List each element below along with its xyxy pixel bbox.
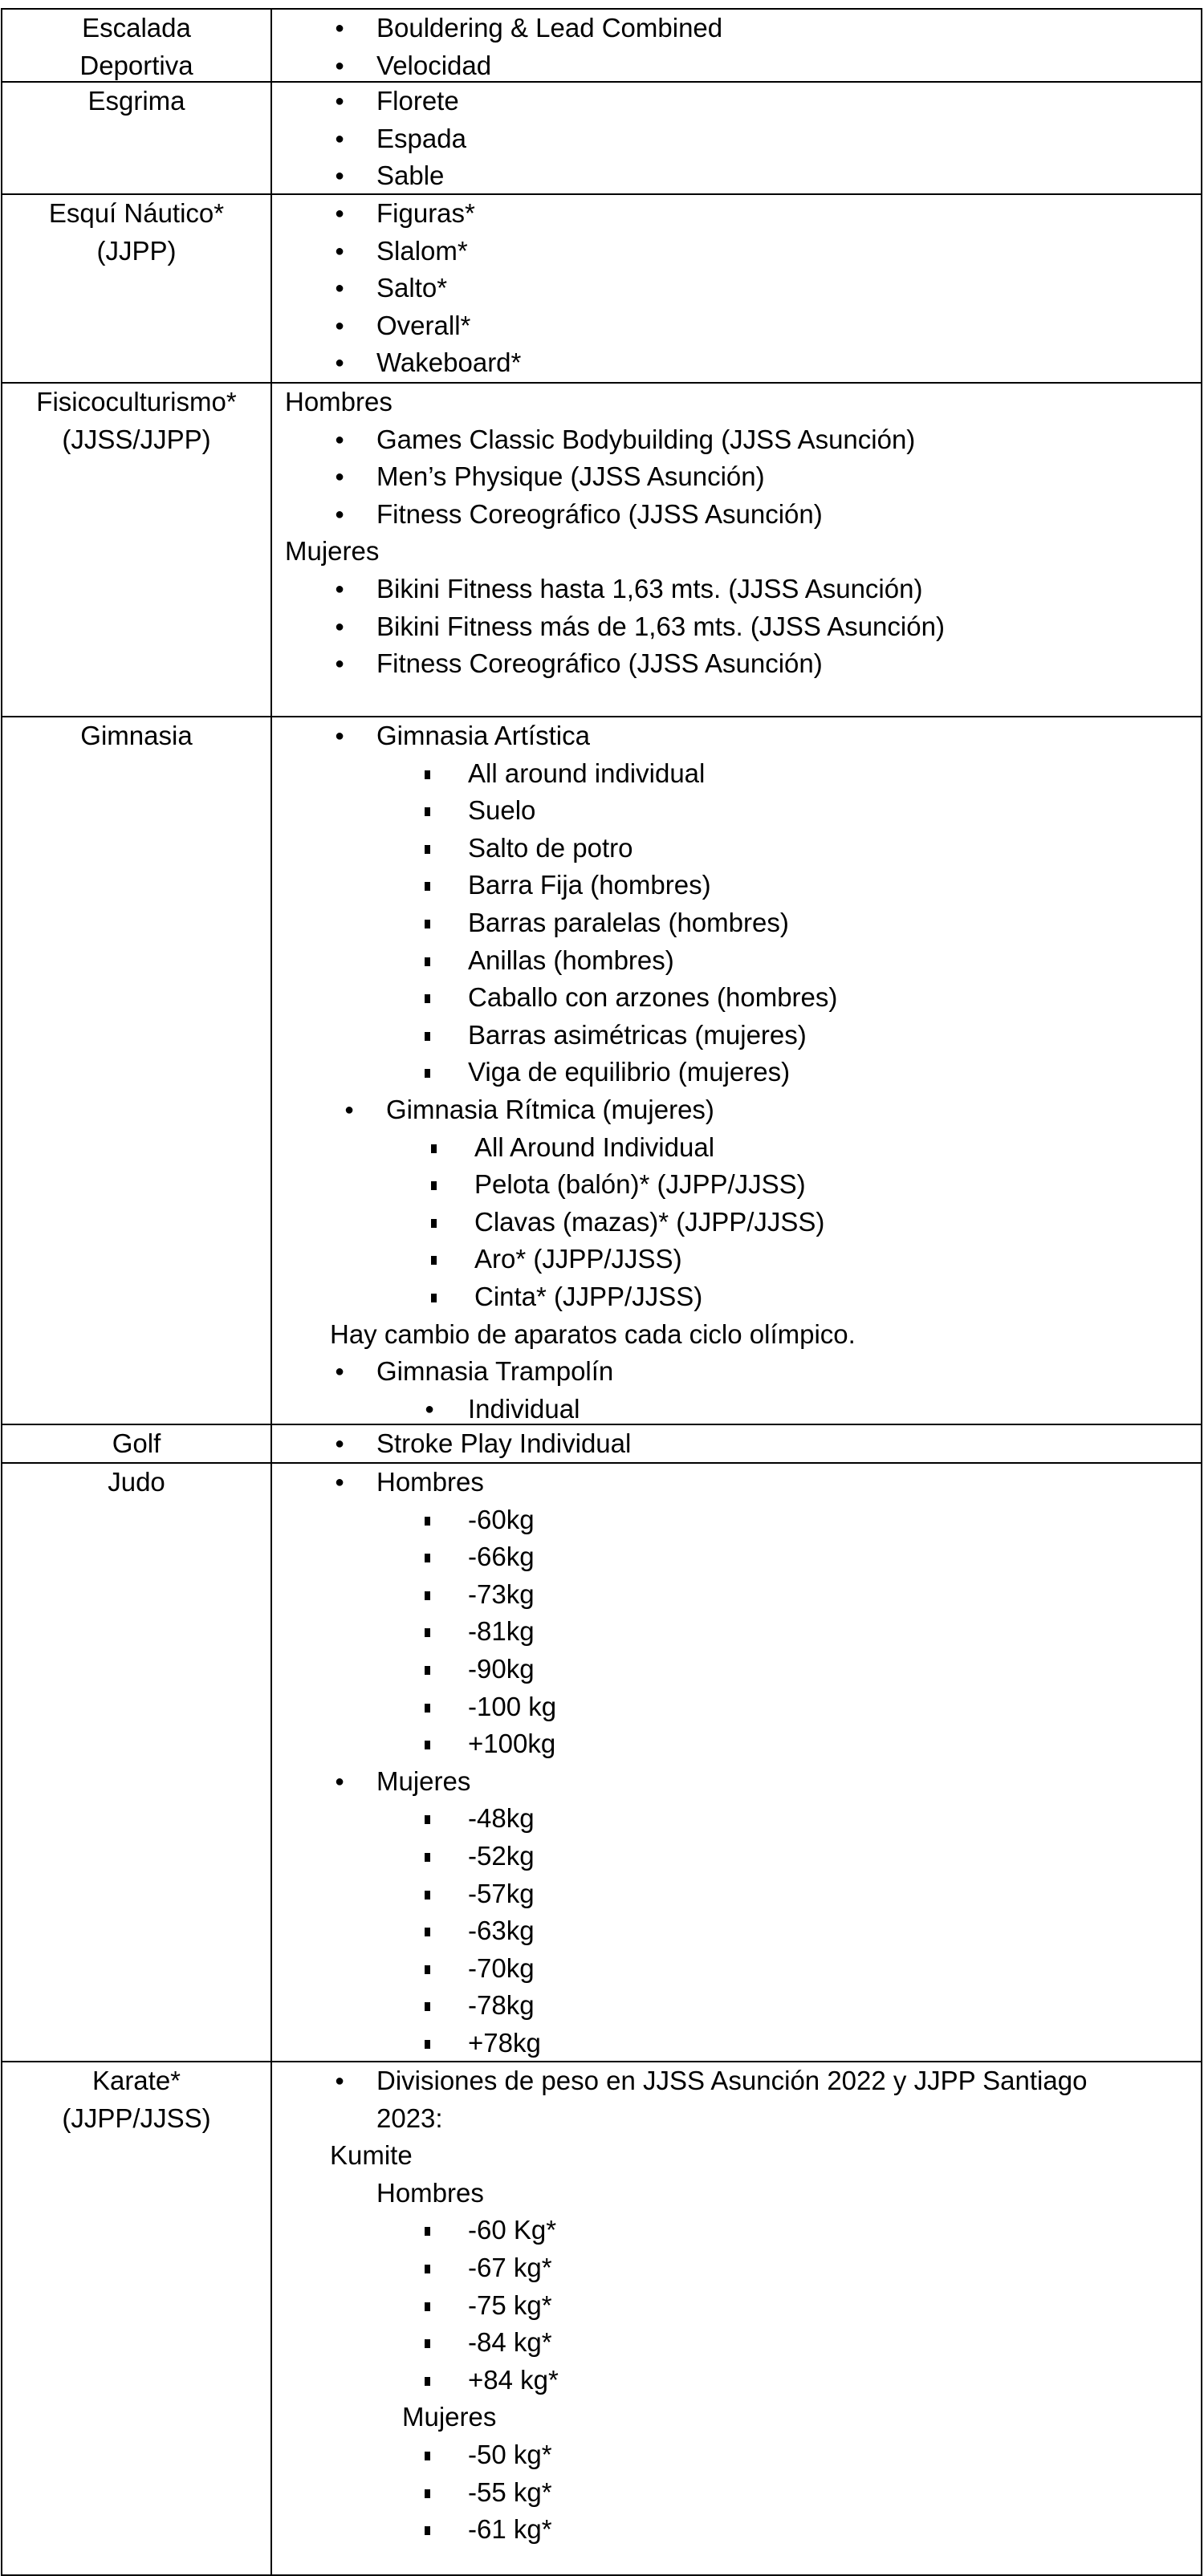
event-text: -70kg — [468, 1952, 535, 1983]
table-row — [1, 195, 1202, 384]
event-text: Mujeres — [402, 2402, 497, 2432]
bullet-icon: ● — [335, 19, 345, 37]
sport-name-cell — [2, 384, 272, 716]
event-line — [272, 1725, 1201, 1763]
event-text: -78kg — [468, 1990, 535, 2021]
event-text: Clavas (mazas)* (JJPP/JJSS) — [474, 1206, 825, 1237]
bullet-icon: ● — [335, 92, 345, 110]
event-text: Velocidad — [376, 50, 492, 80]
square-bullet-icon — [425, 790, 430, 828]
events-cell — [272, 384, 1201, 716]
square-bullet-icon — [425, 828, 430, 866]
event-line — [272, 717, 1201, 755]
event-line — [272, 683, 1201, 721]
event-line — [272, 1912, 1201, 1950]
event-line — [272, 792, 1201, 830]
bullet-icon: ● — [335, 129, 345, 148]
event-text: -67 kg* — [468, 2252, 552, 2282]
event-line — [272, 1613, 1201, 1651]
bullet-icon: ● — [335, 242, 345, 260]
sport-name-cell — [2, 1464, 272, 2061]
event-text: -66kg — [468, 1542, 535, 1572]
event-text: Divisiones de peso en JJSS Asunción 2022 y JJPP Santiago — [376, 2066, 1088, 2095]
event-line — [272, 1651, 1201, 1688]
events-cell — [272, 195, 1201, 382]
event-text: -81kg — [468, 1616, 535, 1647]
event-line — [272, 608, 1201, 646]
event-text: -63kg — [468, 1916, 535, 1946]
event-line — [272, 1391, 1201, 1428]
bullet-icon: ● — [335, 354, 345, 372]
event-text: Bikini Fitness hasta 1,63 mts. (JJSS Asunción) — [376, 573, 923, 603]
event-line — [272, 2062, 1201, 2100]
event-text: Suelo — [468, 795, 536, 826]
event-text: -61 kg* — [468, 2514, 552, 2545]
square-bullet-icon — [425, 1052, 430, 1090]
sport-name: Escalada — [82, 13, 191, 43]
event-line — [272, 384, 1201, 421]
events-cell — [272, 10, 1201, 81]
event-text: Barras asimétricas (mujeres) — [468, 1019, 807, 1050]
event-line — [272, 1501, 1201, 1539]
event-text: Sable — [376, 160, 445, 191]
square-bullet-icon — [425, 2248, 430, 2285]
square-bullet-icon — [425, 977, 430, 1015]
event-text: Men’s Physique (JJSS Asunción) — [376, 461, 765, 492]
table-row — [1, 717, 1202, 1425]
bullet-icon: ● — [335, 617, 345, 636]
event-line — [272, 755, 1201, 793]
event-text: Hombres — [376, 2177, 484, 2208]
event-line — [272, 1538, 1201, 1576]
event-line — [272, 195, 1201, 233]
event-line — [272, 1241, 1201, 1278]
square-bullet-icon — [425, 2435, 430, 2472]
event-text: Cinta* (JJPP/JJSS) — [474, 1281, 703, 1311]
sport-name: Deportiva — [79, 50, 193, 80]
event-line — [272, 1763, 1201, 1801]
event-text: -57kg — [468, 1878, 535, 1908]
bullet-icon: ● — [335, 1435, 345, 1453]
event-text: Figuras* — [376, 198, 475, 228]
bullet-icon: ● — [335, 2072, 345, 2090]
event-line — [272, 233, 1201, 270]
sport-name: Esquí Náutico* — [48, 198, 225, 228]
events-cell — [272, 1464, 1201, 2061]
square-bullet-icon — [425, 1015, 430, 1053]
square-bullet-icon — [425, 941, 430, 978]
bullet-icon: ● — [335, 316, 345, 335]
events-cell — [272, 1425, 1201, 1462]
event-line — [272, 157, 1201, 195]
sport-name: Esgrima — [87, 86, 185, 116]
bullet-icon: ● — [335, 655, 345, 673]
square-bullet-icon — [425, 2509, 430, 2547]
square-bullet-icon — [425, 1724, 430, 1761]
event-line — [272, 1054, 1201, 1091]
sport-name: Judo — [108, 1467, 165, 1497]
event-text: Wakeboard* — [376, 347, 522, 378]
square-bullet-icon — [425, 1948, 430, 1986]
square-bullet-icon — [425, 1874, 430, 1912]
table-row — [1, 1464, 1202, 2062]
table-row — [1, 384, 1202, 717]
event-text: Individual — [468, 1393, 580, 1424]
event-line — [272, 1688, 1201, 1726]
event-text: -50 kg* — [468, 2439, 552, 2469]
event-line — [272, 2175, 1201, 2212]
event-text: -55 kg* — [468, 2476, 552, 2507]
square-bullet-icon — [425, 1687, 430, 1725]
sport-name: (JJPP) — [96, 235, 177, 266]
event-text: Gimnasia Trampolín — [376, 1356, 614, 1387]
event-text: Pelota (balón)* (JJPP/JJSS) — [474, 1169, 806, 1200]
event-text: +84 kg* — [468, 2364, 559, 2395]
event-text: Hombres — [285, 387, 393, 416]
event-text: -60kg — [468, 1504, 535, 1534]
event-line — [272, 2436, 1201, 2474]
event-text: Bouldering & Lead Combined — [376, 13, 723, 43]
event-line — [272, 496, 1201, 534]
event-line — [272, 2212, 1201, 2249]
square-bullet-icon — [431, 1202, 437, 1240]
bullet-icon: ● — [335, 1772, 345, 1790]
bullet-icon: ● — [335, 1363, 345, 1381]
event-line — [272, 120, 1201, 158]
square-bullet-icon — [425, 1649, 430, 1687]
event-line — [272, 2399, 1201, 2436]
square-bullet-icon — [425, 2023, 430, 2061]
event-text: Mujeres — [376, 1765, 471, 1796]
event-text: -73kg — [468, 1579, 535, 1609]
event-line — [272, 1166, 1201, 1204]
square-bullet-icon — [425, 2210, 430, 2248]
event-line — [272, 2025, 1201, 2062]
event-line — [272, 2362, 1201, 2399]
square-bullet-icon — [425, 1500, 430, 1538]
events-cell — [272, 717, 1201, 1424]
event-text: -60 Kg* — [468, 2215, 557, 2245]
event-line — [272, 1204, 1201, 1241]
event-line — [272, 533, 1201, 571]
sport-name-cell — [2, 83, 272, 193]
event-text: Caballo con arzones (hombres) — [468, 982, 838, 1013]
event-text: Mujeres — [285, 536, 380, 567]
square-bullet-icon — [425, 865, 430, 903]
event-text: Viga de equilibrio (mujeres) — [468, 1057, 791, 1087]
event-line — [272, 979, 1201, 1017]
sport-name: Golf — [112, 1428, 161, 1458]
bullet-icon: ● — [335, 1473, 345, 1491]
event-text: Stroke Play Individual — [376, 1428, 632, 1458]
bullet-icon: ● — [335, 579, 345, 598]
event-text: Slalom* — [376, 235, 468, 266]
event-text: Anillas (hombres) — [468, 945, 674, 975]
event-line — [272, 1987, 1201, 2025]
square-bullet-icon — [425, 2285, 430, 2323]
event-line — [272, 1875, 1201, 1913]
event-text: All Around Individual — [474, 1132, 715, 1162]
events-cell — [272, 2062, 1201, 2574]
bullet-icon: ● — [335, 468, 345, 486]
event-line — [272, 1129, 1201, 1167]
sport-name: (JJSS/JJPP) — [62, 424, 211, 454]
event-line — [272, 307, 1201, 345]
square-bullet-icon — [425, 2472, 430, 2510]
event-line — [272, 942, 1201, 980]
event-line — [272, 645, 1201, 683]
event-text: Fitness Coreográfico (JJSS Asunción) — [376, 498, 823, 529]
square-bullet-icon — [425, 1611, 430, 1649]
event-line — [272, 1950, 1201, 1988]
events-cell — [272, 83, 1201, 193]
square-bullet-icon — [425, 2322, 430, 2360]
event-text: Gimnasia Artística — [376, 721, 590, 750]
table-row — [1, 2062, 1202, 2576]
square-bullet-icon — [425, 1985, 430, 2023]
sport-name-cell — [2, 717, 272, 1424]
event-line — [272, 1017, 1201, 1054]
bullet-icon: ● — [335, 430, 345, 449]
event-text: -75 kg* — [468, 2290, 552, 2320]
bullet-icon: ● — [344, 1100, 355, 1119]
sport-name: Karate* — [92, 2066, 181, 2095]
event-line — [272, 458, 1201, 496]
event-text: +78kg — [468, 2027, 541, 2058]
event-line — [272, 1425, 1201, 1463]
event-text: Espada — [376, 123, 466, 153]
square-bullet-icon — [425, 754, 430, 791]
square-bullet-icon — [431, 1239, 437, 1277]
bullet-icon: ● — [335, 56, 345, 75]
event-text: -52kg — [468, 1840, 535, 1871]
event-line — [272, 83, 1201, 120]
event-line — [272, 1838, 1201, 1875]
event-text: -48kg — [468, 1803, 535, 1834]
event-text: Games Classic Bodybuilding (JJSS Asunción) — [376, 424, 916, 454]
event-line — [272, 2474, 1201, 2512]
event-line — [272, 2249, 1201, 2287]
event-text: -100 kg — [468, 1691, 557, 1721]
event-line — [272, 2100, 1201, 2138]
square-bullet-icon — [425, 1798, 430, 1836]
event-text: Kumite — [330, 2140, 413, 2171]
square-bullet-icon — [425, 1537, 430, 1574]
event-text: 2023: — [376, 2103, 443, 2133]
event-line — [272, 1353, 1201, 1391]
event-line — [272, 867, 1201, 904]
table-row — [1, 83, 1202, 195]
sport-name: Fisicoculturismo* — [36, 387, 237, 416]
event-line — [272, 830, 1201, 867]
event-text: Fitness Coreográfico (JJSS Asunción) — [376, 648, 823, 679]
square-bullet-icon — [431, 1277, 437, 1314]
event-text: Salto* — [376, 273, 448, 303]
event-text: Salto de potro — [468, 832, 633, 863]
event-text: -90kg — [468, 1653, 535, 1684]
bullet-icon: ● — [335, 727, 345, 745]
square-bullet-icon — [425, 2360, 430, 2398]
event-line — [272, 571, 1201, 608]
event-line — [272, 421, 1201, 459]
sport-name: Gimnasia — [80, 721, 193, 750]
event-line — [272, 10, 1201, 47]
event-text: Barra Fija (hombres) — [468, 870, 711, 900]
event-line — [272, 2324, 1201, 2362]
event-text: Hay cambio de aparatos cada ciclo olímpico. — [330, 1318, 856, 1349]
bullet-icon: ● — [335, 167, 345, 185]
event-line — [272, 344, 1201, 382]
table-row — [1, 10, 1202, 83]
square-bullet-icon — [431, 1128, 437, 1165]
event-text: All around individual — [468, 758, 706, 788]
sport-name-cell — [2, 195, 272, 382]
event-line — [272, 270, 1201, 307]
square-bullet-icon — [425, 1911, 430, 1948]
sport-name: (JJPP/JJSS) — [62, 2103, 211, 2133]
event-text: Aro* (JJPP/JJSS) — [474, 1244, 682, 1274]
event-text: -84 kg* — [468, 2327, 552, 2358]
sport-name-cell — [2, 1425, 272, 1462]
square-bullet-icon — [425, 1836, 430, 1874]
table-row — [1, 1425, 1202, 1464]
event-text: Overall* — [376, 310, 471, 340]
event-line — [272, 47, 1201, 85]
event-line — [272, 1464, 1201, 1501]
event-line — [272, 2137, 1201, 2175]
square-bullet-icon — [425, 903, 430, 941]
sport-name-cell — [2, 2062, 272, 2574]
sports-table — [1, 8, 1202, 2576]
event-line — [272, 1091, 1201, 1129]
square-bullet-icon — [431, 1164, 437, 1202]
square-bullet-icon — [425, 1574, 430, 1612]
event-line — [272, 904, 1201, 942]
sport-name-cell — [2, 10, 272, 81]
event-text: Bikini Fitness más de 1,63 mts. (JJSS Asunción) — [376, 611, 945, 641]
bullet-icon: ● — [425, 1400, 435, 1418]
event-text: Florete — [376, 86, 459, 116]
bullet-icon: ● — [335, 279, 345, 298]
event-line — [272, 1800, 1201, 1838]
event-line — [272, 1576, 1201, 1614]
event-line — [272, 1278, 1201, 1316]
bullet-icon: ● — [335, 505, 345, 523]
bullet-icon: ● — [335, 205, 345, 222]
event-line — [272, 1316, 1201, 1354]
event-text: Barras paralelas (hombres) — [468, 907, 789, 937]
event-text: +100kg — [468, 1729, 556, 1759]
event-line — [272, 2511, 1201, 2549]
event-text: Gimnasia Rítmica (mujeres) — [386, 1094, 714, 1124]
event-text: Hombres — [376, 1467, 484, 1497]
event-line — [272, 2287, 1201, 2325]
